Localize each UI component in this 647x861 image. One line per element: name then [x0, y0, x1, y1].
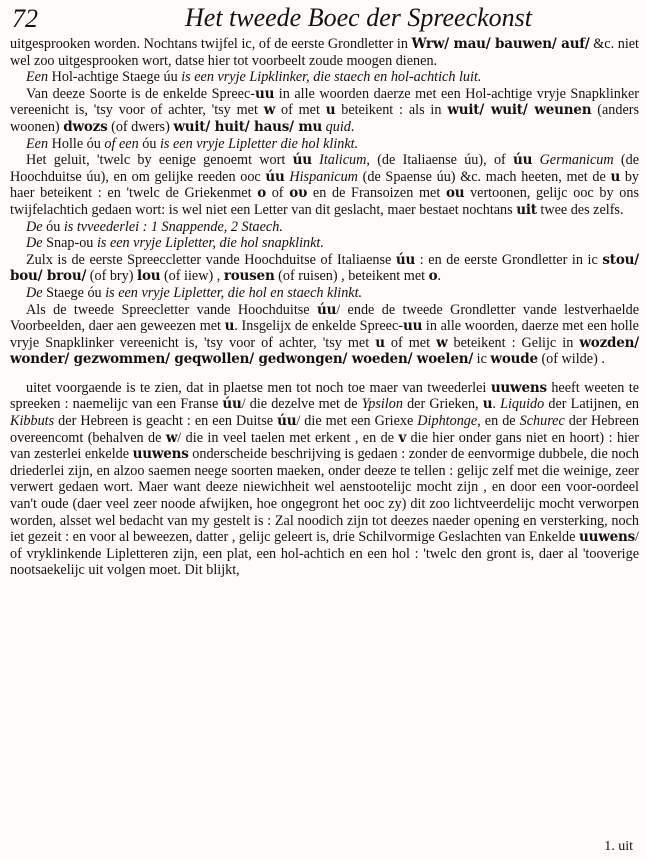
roman-text: der Hebreen overeencomt (behalven de — [10, 413, 639, 446]
blackletter-word: u — [375, 334, 385, 351]
italic-text: of een — [104, 135, 143, 152]
blackletter-word: uuwens — [132, 446, 189, 463]
roman-text: / die dezelve met de — [241, 396, 362, 413]
italic-text: Italicum — [319, 152, 367, 169]
blackletter-word: úu — [292, 152, 312, 169]
blackletter-word: Wrw/ mau/ bauwen/ auf/ — [411, 36, 590, 52]
italic-text: Diphtonge — [417, 413, 478, 430]
roman-text: in alle woorden, daerze met een holle vryje Snapklinker vereenicht is, 'tsy voor of achter, 'tsy met — [10, 318, 639, 351]
roman-text: (anders woonen) — [10, 102, 639, 135]
roman-text: heeft weeten te spreeken : naemelijc van een Franse — [10, 379, 639, 413]
paragraph — [10, 285, 639, 302]
italic-text: De — [26, 235, 47, 252]
roman-text: / die in veel taelen met erkent , en de — [177, 429, 399, 446]
paragraph — [10, 252, 639, 285]
italic-text: is een vryje Lipklinker, die staech en hol-achtich luit. — [181, 69, 482, 86]
blackletter-word: úu — [395, 251, 416, 268]
blackletter-word: úu — [222, 396, 242, 413]
roman-text: úu — [163, 69, 182, 86]
running-head: Het tweede Boec der Spreeckonst — [185, 3, 533, 32]
roman-text: Van deeze Soorte is de enkelde Spreec- — [26, 85, 255, 102]
roman-text: / of vryklinkende Lipletteren zijn, een plat, een hol-achtich en een hol : 'twelc den gront is, daer al 'tooverige nootsaekelijc uit volgen moet. Dit blijkt, — [10, 529, 639, 579]
roman-text: : en de eerste Grondletter in ic — [415, 251, 603, 268]
blackletter-word: uu — [403, 318, 423, 335]
roman-text: der Latijnen, en — [544, 396, 640, 413]
roman-text: ic — [473, 351, 491, 368]
italic-text: De — [26, 284, 47, 301]
blackletter-word: wozden/ wonder/ gezwommen/ geqwollen/ gedwongen/ woeden/ woelen/ — [10, 334, 640, 368]
roman-text: . — [492, 396, 496, 413]
italic-text: De — [26, 218, 47, 235]
roman-text: vertoonen, gelijc ooc by ons twijfelachtich gedaen wort: is wel niet een Letter van dit geslacht, maer bestaet nochtans — [10, 185, 639, 218]
roman-text: beteikent : als in — [335, 102, 448, 119]
blackletter-word: w — [263, 102, 276, 119]
blackletter-word: rousen — [223, 268, 275, 285]
roman-text: / ende de tweede Grondletter vande lestverhaelde Voorbeelden, daer aen geweezen met — [10, 301, 639, 335]
italic-text: is een vryje Lipletter die hol klinkt. — [159, 135, 359, 152]
roman-text: beteikent : Gelijc in — [447, 334, 580, 351]
roman-text: of — [266, 185, 290, 202]
blackletter-word: lou — [137, 268, 161, 285]
roman-text: óu — [46, 218, 64, 235]
roman-text: Snap-ou — [46, 235, 97, 252]
blackletter-word: woude — [490, 351, 538, 368]
italic-text: Ypsilon — [361, 396, 403, 413]
roman-text: . — [437, 268, 441, 285]
blackletter-word: u — [224, 318, 235, 335]
roman-text: der Grieken, — [402, 396, 483, 413]
roman-text: en de Fransoizen met — [307, 185, 446, 202]
blackletter-word: uu — [255, 85, 275, 102]
blackletter-word: úu — [513, 152, 533, 169]
roman-text: óu — [142, 135, 160, 152]
paragraph — [10, 219, 639, 236]
paragraph — [10, 152, 639, 218]
roman-text: Hol-achtige Staege — [51, 69, 164, 86]
page-header — [10, 0, 639, 36]
roman-text — [532, 152, 539, 168]
page-number: 72 — [12, 4, 38, 33]
roman-text: (de Spaense úu) &c. mach heeten, met de — [357, 168, 611, 185]
italic-text: Hispanicum — [289, 168, 358, 185]
roman-text: (de Hoochduitse úu), en om gelijke reeden ooc — [10, 152, 640, 185]
blackletter-word: u — [325, 102, 336, 119]
catchword: 1. uit — [604, 839, 633, 854]
italic-text: Germanicum — [539, 152, 614, 169]
blackletter-word: stou/ bou/ brou/ — [10, 251, 639, 285]
body-text — [10, 36, 639, 579]
blackletter-word: w — [165, 429, 178, 446]
roman-text: / die met een Griexe — [296, 413, 418, 430]
roman-text: uitgesprooken worden. Nochtans twijfel ic, of de eerste Grondletter in — [10, 36, 412, 52]
roman-text: , en de — [477, 413, 520, 430]
blackletter-word: uuwens — [490, 379, 547, 396]
roman-text: Het geluit, 'twelc by eenige genoemt wort — [26, 152, 293, 169]
blackletter-word: úu — [316, 301, 337, 318]
paragraph — [10, 235, 639, 252]
roman-text: (of wilde) . — [537, 351, 605, 368]
italic-text: is een vryje Lipletter, die hol en staech klinkt. — [105, 284, 363, 301]
blackletter-word: ο — [257, 185, 267, 202]
blackletter-word: dwozs — [63, 118, 108, 135]
roman-text: of met — [384, 334, 437, 351]
italic-text: is tvveederlei : 1 Snappende, 2 Staech. — [63, 218, 283, 235]
paragraph — [10, 136, 639, 153]
blackletter-word: wuit/ huit/ haus/ mu — [173, 118, 323, 135]
roman-text: Holle óu — [51, 135, 105, 152]
paragraph — [10, 380, 639, 579]
roman-text: &c. niet wel zoo uitgesprooken wort, datse hier tot voorbeelt zoude moogen dienen. — [10, 36, 639, 69]
paragraph — [10, 302, 639, 368]
blackletter-word: wuit/ wuit/ weunen — [447, 102, 592, 119]
blackletter-word: ου — [289, 185, 308, 202]
roman-text: Als de tweede Spreecletter vande Hoochduitse — [26, 301, 317, 318]
roman-text: . — [350, 118, 355, 135]
italic-text: Kibbuts — [10, 413, 55, 430]
italic-text: Een — [26, 69, 52, 86]
italic-text: quid — [325, 118, 351, 135]
roman-text: (of iiew) , — [160, 268, 224, 285]
roman-text: die hier onder gans niet en hoort) : hier van zesterlei enkelde — [10, 429, 639, 463]
blackletter-word: w — [436, 334, 448, 351]
italic-text: is een vryje Lipletter, die hol snapklinkt. — [96, 235, 324, 252]
italic-text: Schurec — [519, 413, 565, 430]
roman-text: Staege óu — [46, 284, 106, 301]
roman-text: , (de Italiaense úu), of — [366, 152, 514, 169]
blackletter-word: ou — [445, 185, 465, 202]
blackletter-word: v — [398, 429, 407, 446]
paragraph — [10, 86, 639, 136]
paragraph — [10, 36, 639, 69]
blackletter-word: u — [482, 396, 493, 413]
blackletter-word: úu — [265, 168, 285, 185]
section-gap — [10, 368, 639, 380]
blackletter-word: uit — [516, 201, 537, 218]
roman-text: Zulx is de eerste Spreeccletter vande Hoochduitse of Italiaense — [26, 251, 396, 268]
roman-text: (of bry) — [86, 268, 138, 285]
italic-text: Liquido — [495, 396, 545, 413]
blackletter-word: uuwens — [578, 529, 636, 546]
roman-text: twee des zelfs. — [536, 201, 624, 218]
roman-text: onderscheide beschrijving is gedaen : zonder de eenvormige dubbele, die noch driederlei zijn, en alzoo saemen neege soorten maeken, onder deeze te tellen : gelijc zelf met die weinige, zeer verwert gedaen wort. Maer want deeze niewichheit wel aenstootelijc mocht zijn , en door een voor-oordeel van't oude (daer veel zeer noode afwijken, hoe ongegront het ooc zy) dit zoo lichtveerdelijc mocht verworpen worden, alsset wel bedacht van my gestelt is : Zal noodich zijn tot deezes naeder opening en versterking, noch iet gezeit : en voor al beweezen, datter , gelijc geleert is, drie Schilvormige Geslachten van Enkelde — [10, 446, 640, 546]
roman-text: (of ruisen) , beteikent met — [274, 268, 429, 285]
italic-text: Een — [26, 135, 52, 152]
roman-text: (of dwers) — [107, 118, 174, 135]
blackletter-word: o — [428, 268, 438, 285]
roman-text: uitet voorgaende is te zien, dat in plaetse men tot noch toe maer van tweederlei — [26, 379, 491, 396]
roman-text: in alle woorden daerze met een Hol-achtige vryje Snapklinker vereenicht is, 'tsy voor of achter, 'tsy met — [10, 85, 639, 119]
roman-text: by haer beteikent : en 'twelc de Griekenmet — [10, 168, 640, 202]
paragraph — [10, 69, 639, 86]
roman-text: of met — [275, 102, 326, 119]
blackletter-word: u — [610, 168, 621, 185]
blackletter-word: úu — [277, 413, 297, 430]
roman-text: der Hebreen is geacht : en een Duitse — [54, 413, 278, 430]
roman-text: . Insgelijx de enkelde Spreec- — [234, 318, 403, 335]
